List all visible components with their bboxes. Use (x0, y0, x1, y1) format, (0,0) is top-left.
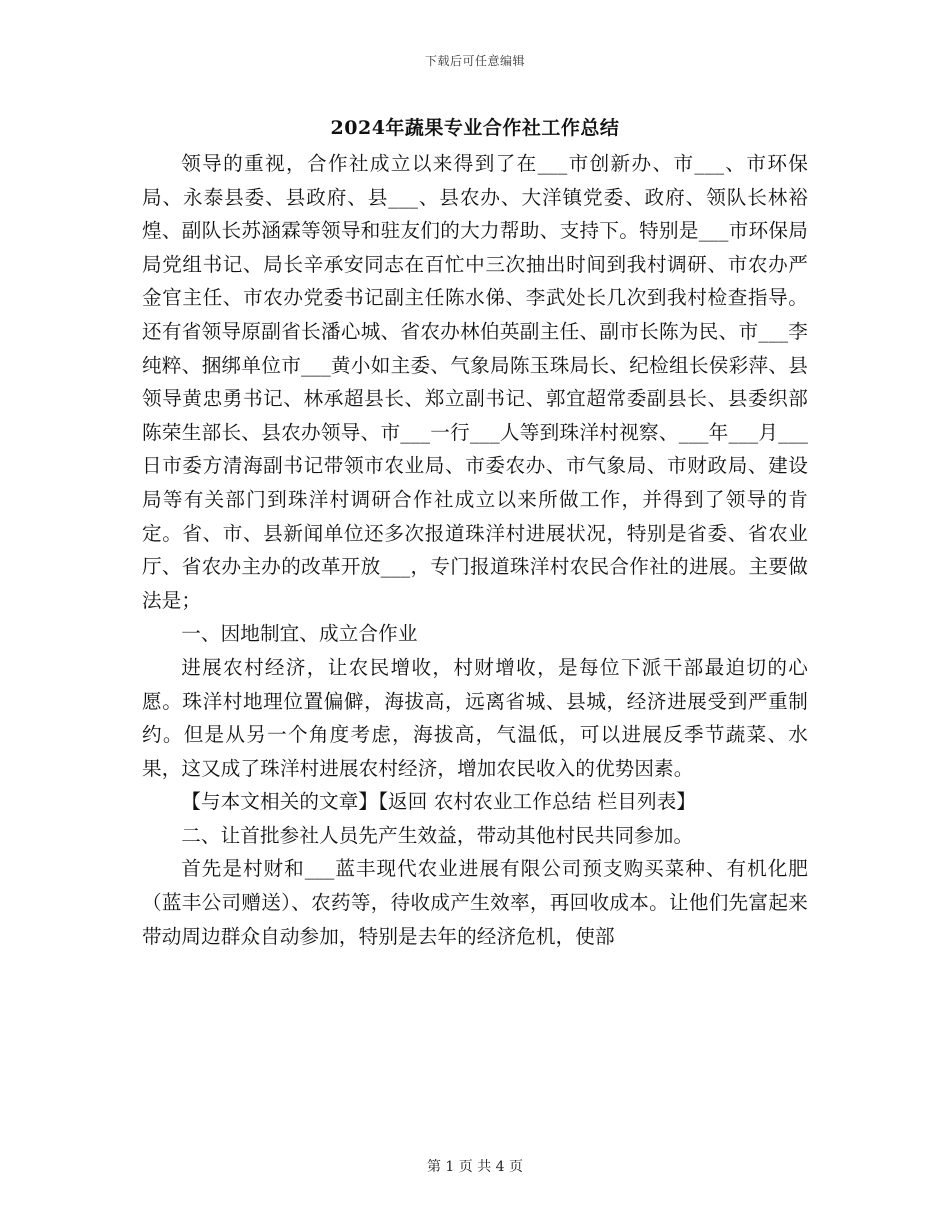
page-indicator: 第 1 页 共 4 页 (426, 1159, 524, 1175)
paragraph-local-conditions: 进展农村经济，让农民增收，村财增收，是每位下派干部最迫切的心愿。珠洋村地理位置偏僻，海拔高，远离省城、县城，经济进展受到严重制约。但是从另一个角度考虑，海拔高，气温低，可以进展反季节蔬菜、水果，这又成了珠洋村进展农村经济，增加农民收入的优势因素。 (142, 655, 808, 780)
paragraph-first-members: 首先是村财和___蓝丰现代农业进展有限公司预支购买菜种、有机化肥（蓝丰公司赠送）、农药等，待收成产生效率，再回收成本。让他们先富起来带动周边群众自动参加，特别是去年的经济危机，使部 (142, 857, 808, 948)
paragraph-leadership-support: 领导的重视，合作社成立以来得到了在___市创新办、市___、市环保局、永泰县委、县政府、县___、县农办、大洋镇党委、政府、领队长林裕煌、副队长苏涵霖等领导和驻友们的大力帮助、支持下。特别是___市环保局局党组书记、局长辛承安同志在百忙中三次抽出时间到我村调研、市农办严金官主任、市农办党委书记副主任陈水俤、李武处长几次到我村检查指导。还有省领导原副省长潘心城、省农办林伯英副主任、副市长陈为民、市___李纯粹、捆绑单位市___黄小如主委、气象局陈玉珠局长、纪检组长侯彩萍、县领导黄忠勇书记、林承超县长、郑立副书记、郭宜超常委副县长、县委织部陈荣生部长、县农办领导、市___一行___人等到珠洋村视察、___年___月___日市委方清海副书记带领市农业局、市委农办、市气象局、市财政局、建设局等有关部门到珠洋村调研合作社成立以来所做工作，并得到了领导的肯定。省、市、县新闻单位还多次报道珠洋村进展状况，特别是省委、省农业厅、省农办主办的改革开放___，专门报道珠洋村农民合作社的进展。主要做法是； (142, 152, 808, 612)
document-title: 2024年蔬果专业合作社工作总结 (330, 117, 620, 139)
related-articles-link[interactable]: 【与本文相关的文章】【返回 农村农业工作总结 栏目列表】 (181, 790, 697, 814)
section-heading-two: 二、让首批参社人员先产生效益，带动其他村民共同参加。 (181, 823, 694, 847)
document-body (142, 147, 808, 953)
header-note: 下载后可任意编辑 (424, 54, 525, 68)
section-heading-one: 一、因地制宜、成立合作业 (181, 622, 418, 646)
